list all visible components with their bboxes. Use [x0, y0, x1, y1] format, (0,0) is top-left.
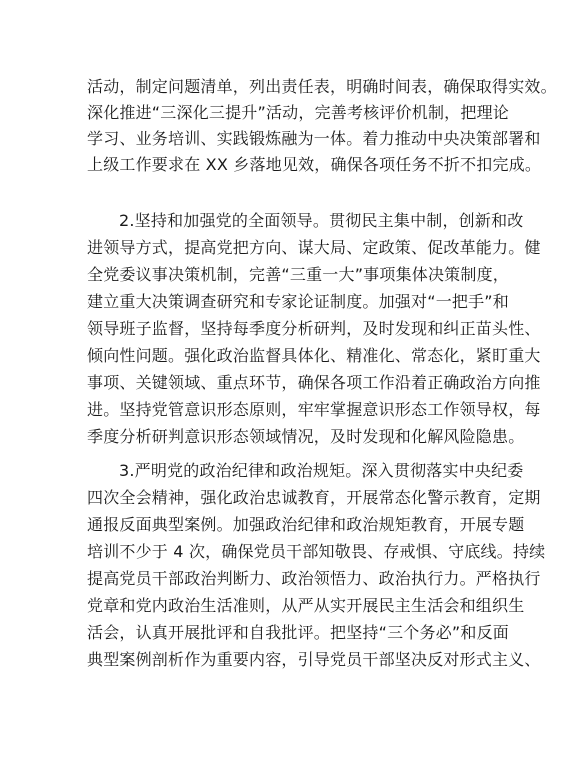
text-line: 进。坚持党管意识形态原则，牢牢掌握意识形态工作领导权，每 — [87, 400, 541, 419]
text-line: 提高党员干部政治判断力、政治领悟力、政治执行力。严格执行 — [87, 569, 541, 588]
text-line: 2.坚持和加强党的全面领导。贯彻民主集中制，创新和改 — [119, 211, 524, 230]
text-line: 深化推进“三深化三提升”活动，完善考核评价机制，把理论 — [87, 103, 509, 122]
text-line: 学习、业务培训、实践锻炼融为一体。着力推动中央决策部署和 — [87, 129, 541, 148]
text-line: 全党委议事决策机制，完善“三重一大”事项集体决策制度， — [87, 265, 509, 284]
text-line: 通报反面典型案例。加强政治纪律和政治规矩教育，开展专题 — [87, 515, 525, 534]
text-line: 活会，认真开展批评和自我批评。把坚持“三个务必”和反面 — [87, 623, 509, 642]
text-line: 领导班子监督，坚持每季度分析研判，及时发现和纠正苗头性、 — [87, 319, 541, 338]
text-line: 上级工作要求在 XX 乡落地见效，确保各项任务不折不扣完成。 — [87, 155, 542, 174]
text-line: 党章和党内政治生活准则，从严从实开展民主生活会和组织生 — [87, 596, 525, 615]
text-line: 进领导方式，提高党把方向、谋大局、定政策、促改革能力。健 — [87, 238, 541, 257]
text-line: 四次全会精神，强化政治忠诚教育，开展常态化警示教育，定期 — [87, 488, 541, 507]
text-line: 建立重大决策调查研究和专家论证制度。加强对“一把手”和 — [87, 292, 509, 311]
text-line: 典型案例剖析作为重要内容，引导党员干部坚决反对形式主义、 — [87, 650, 541, 669]
text-line: 3.严明党的政治纪律和政治规矩。深入贯彻落实中央纪委 — [119, 461, 524, 480]
text-line: 季度分析研判意识形态领域情况，及时发现和化解风险隐患。 — [87, 427, 525, 446]
text-line: 事项、关键领域、重点环节，确保各项工作沿着正确政治方向推 — [87, 373, 541, 392]
text-line: 培训不少于 4 次，确保党员干部知敬畏、存戒惧、守底线。持续 — [87, 542, 546, 561]
text-line: 倾向性问题。强化政治监督具体化、精准化、常态化，紧盯重大 — [87, 346, 541, 365]
text-line: 活动，制定问题清单，列出责任表，明确时间表，确保取得实效。 — [87, 77, 557, 96]
